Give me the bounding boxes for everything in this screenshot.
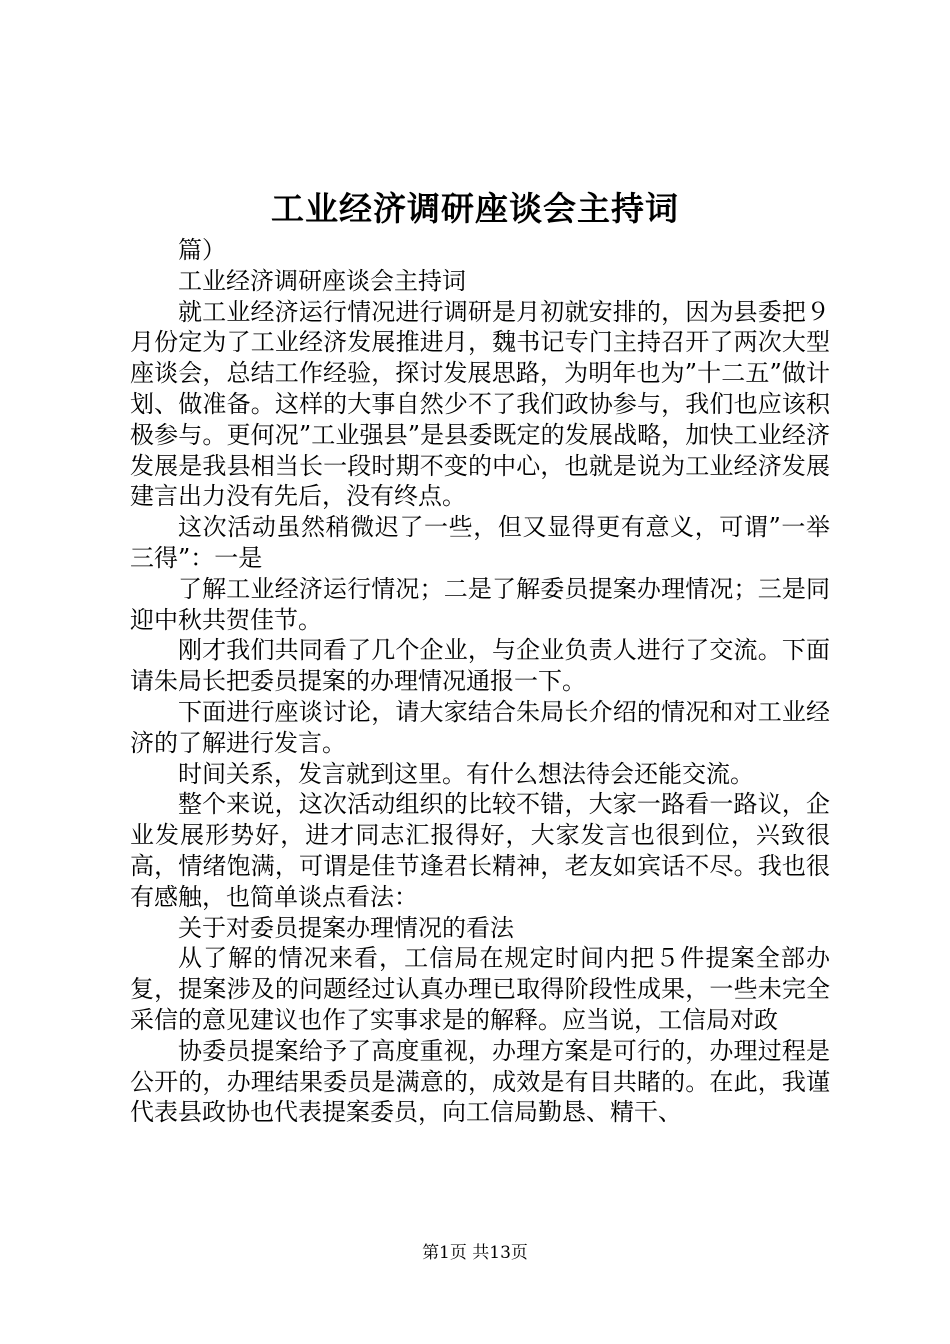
paragraph: 刚才我们共同看了几个企业，与企业负责人进行了交流。下面请朱局长把委员提案的办理情况通报一下。	[130, 636, 830, 696]
paragraph: 篇）	[178, 236, 226, 264]
paragraph: 从了解的情况来看，工信局在规定时间内把５件提案全部办复，提案涉及的问题经过认真办理已取得阶段性成果，一些未完全采信的意见建议也作了实事求是的解释。应当说，工信局对政	[130, 944, 830, 1034]
paragraph: 整个来说，这次活动组织的比较不错，大家一路看一路议，企业发展形势好，进才同志汇报得好，大家发言也很到位，兴致很高，情绪饱满，可谓是佳节逢君长精神，老友如宾话不尽。我也很有感触，也简单谈点看法：	[130, 790, 830, 911]
paragraph: 了解工业经济运行情况；二是了解委员提案办理情况；三是同迎中秋共贺佳节。	[130, 574, 830, 634]
paragraph: 工业经济调研座谈会主持词	[178, 266, 466, 295]
page-footer: 第1页 共13页	[422, 1243, 528, 1263]
paragraph: 这次活动虽然稍微迟了一些，但又显得更有意义，可谓”一举三得”：一是	[130, 513, 830, 572]
document-body	[130, 235, 830, 1128]
paragraph: 关于对委员提案办理情况的看法	[178, 913, 514, 942]
document-title: 工业经济调研座谈会主持词	[271, 189, 679, 228]
paragraph: 时间关系，发言就到这里。有什么想法待会还能交流。	[178, 759, 754, 788]
paragraph: 就工业经济运行情况进行调研是月初就安排的，因为县委把９月份定为了工业经济发展推进月，魏书记专门主持召开了两次大型座谈会，总结工作经验，探讨发展思路，为明年也为”十二五”做计划、做准备。这样的大事自然少不了我们政协参与，我们也应该积极参与。更何况”工业强县”是县委既定的发展战略，加快工业经济发展是我县相当长一段时期不变的中心，也就是说为工业经济发展建言出力没有先后，没有终点。	[130, 297, 830, 511]
paragraph: 协委员提案给予了高度重视，办理方案是可行的，办理过程是公开的，办理结果委员是满意的，成效是有目共睹的。在此，我谨代表县政协也代表提案委员，向工信局勤恳、精干、	[130, 1036, 830, 1127]
paragraph: 下面进行座谈讨论，请大家结合朱局长介绍的情况和对工业经济的了解进行发言。	[130, 697, 830, 757]
